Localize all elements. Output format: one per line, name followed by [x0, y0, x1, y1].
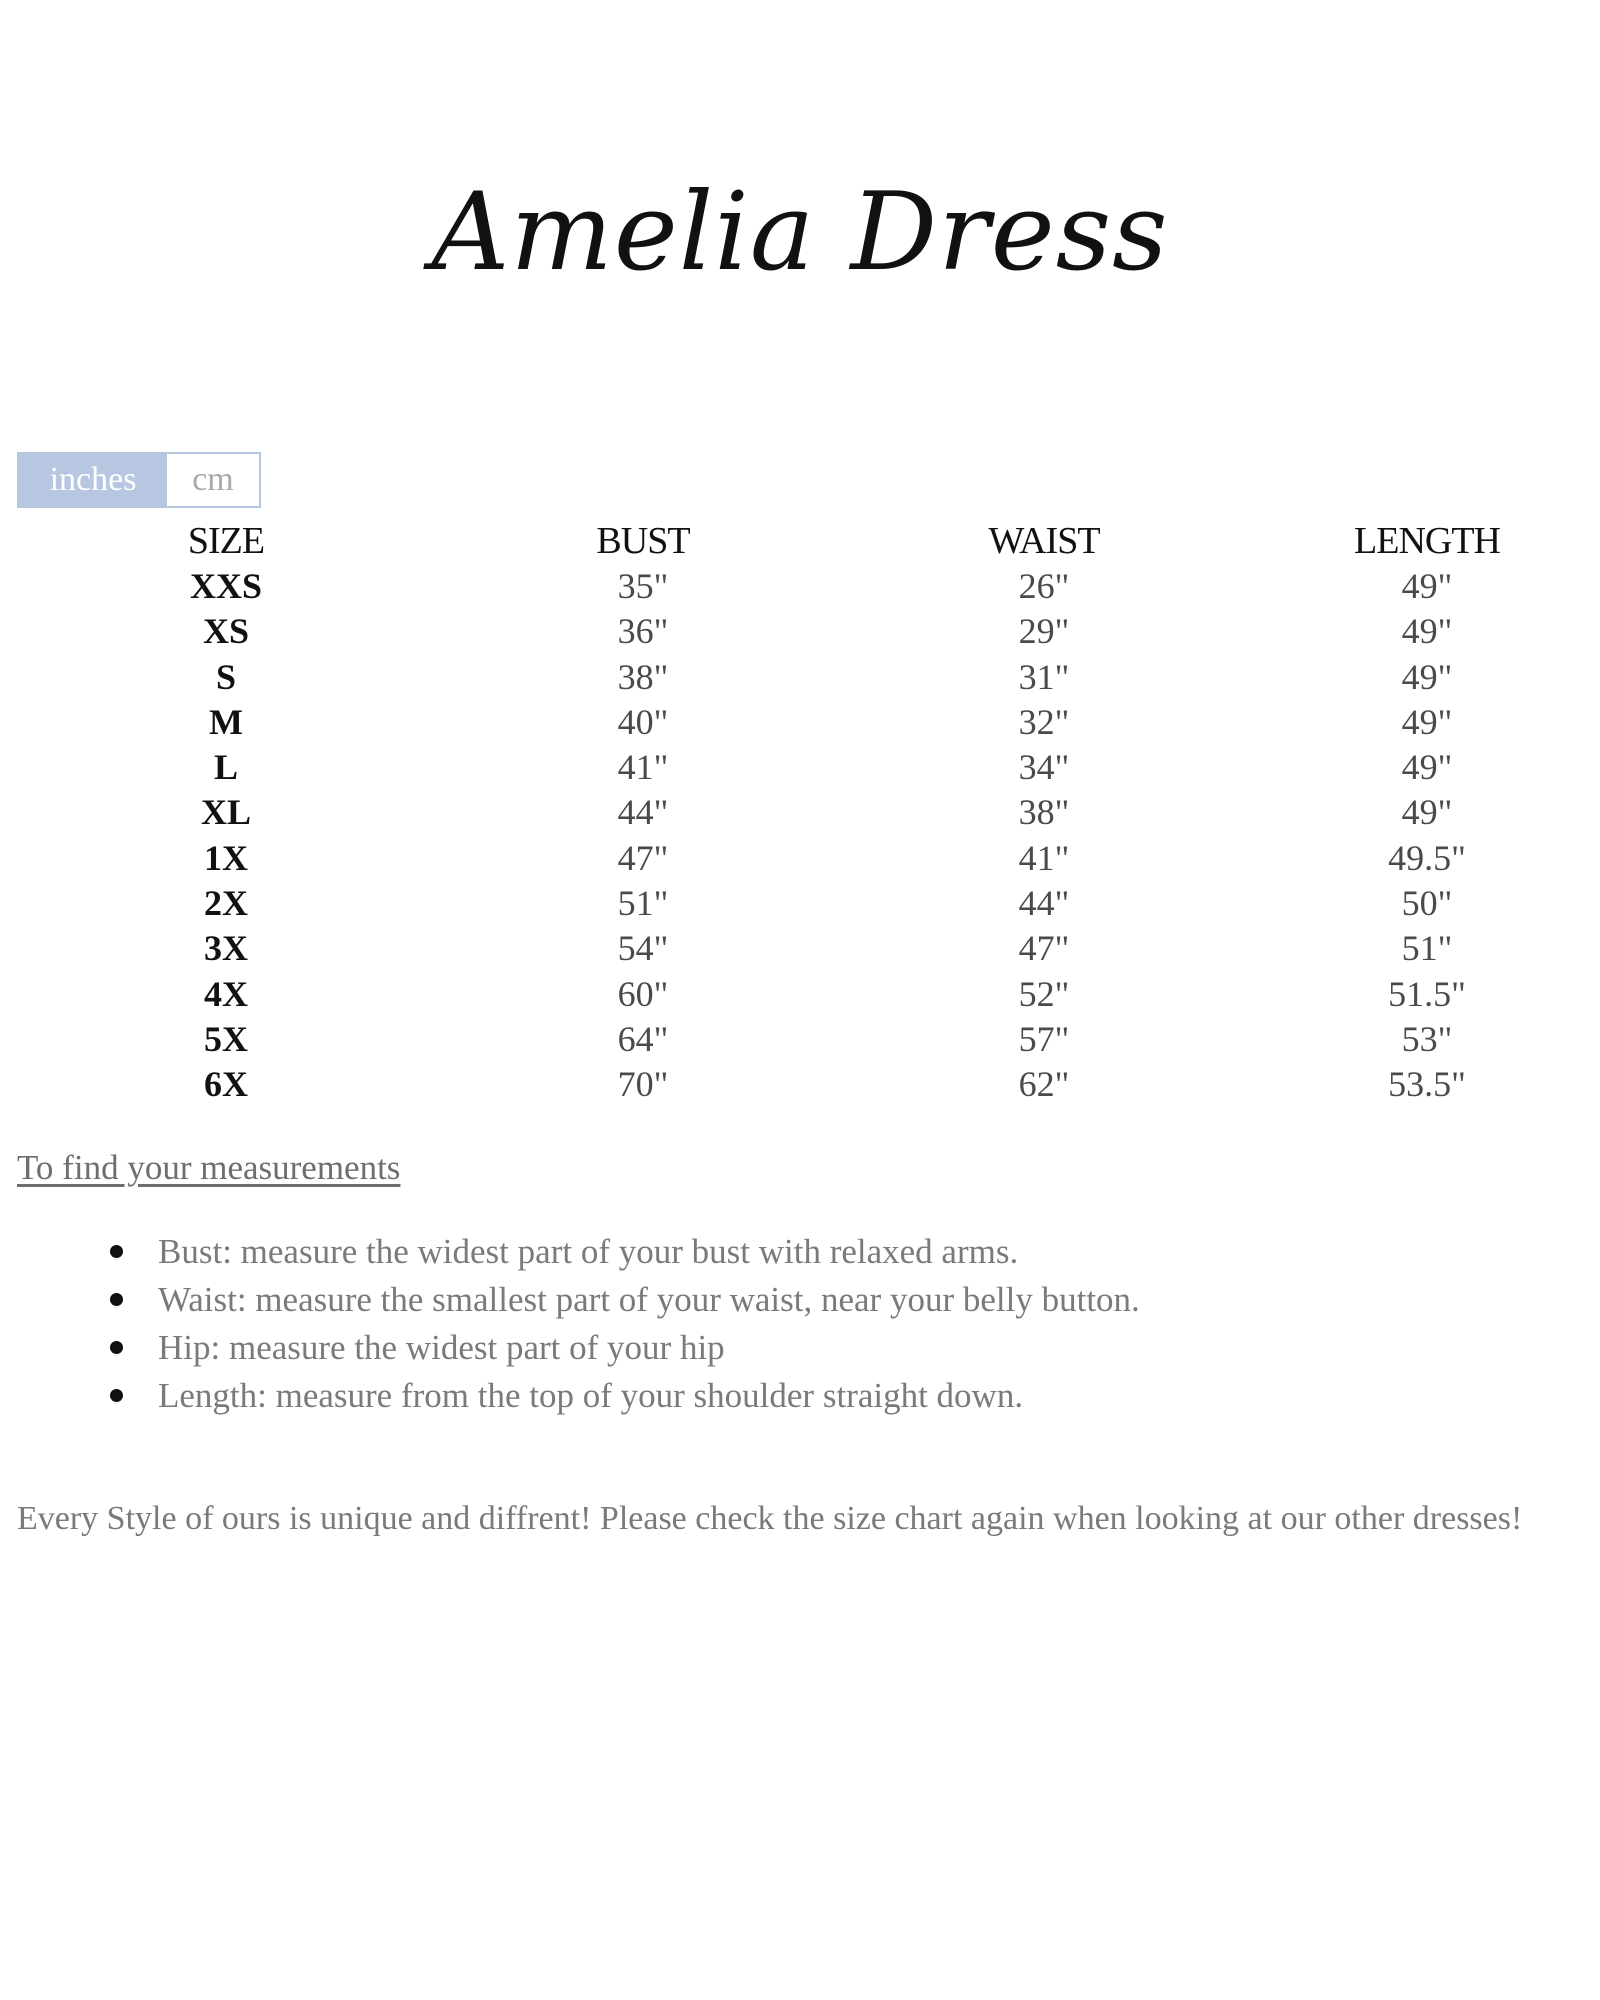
- list-item: [0, 1324, 1140, 1372]
- size-cell: 4X: [204, 973, 248, 1014]
- waist-cell: 57": [1018, 1018, 1070, 1059]
- table-row: [0, 609, 1600, 654]
- waist-cell: 62": [1018, 1064, 1070, 1105]
- size-cell: XS: [202, 611, 250, 652]
- table-row: [0, 971, 1600, 1016]
- table-row: [0, 654, 1600, 699]
- bullet-icon: [110, 1341, 123, 1354]
- header-size: SIZE: [187, 519, 265, 562]
- list-item: [0, 1276, 1140, 1324]
- page-title: Amelia Dress: [431, 170, 1169, 295]
- size-cell: L: [213, 747, 238, 788]
- waist-cell: 26": [1018, 565, 1070, 606]
- size-cell: S: [215, 656, 237, 697]
- unit-toggle: [17, 452, 261, 508]
- tip-text: Bust: measure the widest part of your bust with relaxed arms.: [158, 1232, 1019, 1271]
- measurement-tips-list: [0, 1228, 1140, 1420]
- length-cell: 51.5": [1388, 973, 1466, 1014]
- table-row: [0, 744, 1600, 789]
- table-header-row: [0, 518, 1600, 563]
- waist-cell: 52": [1018, 973, 1070, 1014]
- table-row: [0, 1062, 1600, 1107]
- bullet-icon: [110, 1293, 123, 1306]
- table-row: [0, 790, 1600, 835]
- size-cell: M: [209, 701, 243, 742]
- waist-cell: 31": [1018, 656, 1070, 697]
- table-row: [0, 1016, 1600, 1061]
- bust-cell: 60": [617, 973, 669, 1014]
- tip-text: Waist: measure the smallest part of your waist, near your belly button.: [158, 1280, 1140, 1319]
- unit-cm-button[interactable]: cm: [167, 454, 259, 506]
- size-chart-note: Every Style of ours is unique and diffrent! Please check the size chart again when looking at our other dresses!: [17, 1500, 1523, 1537]
- bust-cell: 64": [617, 1018, 669, 1059]
- table-row: [0, 926, 1600, 971]
- table-row: [0, 563, 1600, 608]
- length-cell: 53": [1401, 1018, 1453, 1059]
- list-item: [0, 1372, 1140, 1420]
- measurements-link[interactable]: To find your measurements: [17, 1148, 401, 1187]
- size-cell: 3X: [204, 928, 248, 969]
- waist-cell: 41": [1018, 837, 1070, 878]
- size-chart-table: [0, 518, 1600, 1107]
- bust-cell: 70": [617, 1064, 669, 1105]
- waist-cell: 38": [1018, 792, 1070, 833]
- length-cell: 49": [1401, 792, 1453, 833]
- length-cell: 49": [1401, 565, 1453, 606]
- table-row: [0, 835, 1600, 880]
- waist-cell: 47": [1018, 928, 1070, 969]
- size-cell: 2X: [204, 883, 248, 924]
- length-cell: 49": [1401, 656, 1453, 697]
- table-row: [0, 699, 1600, 744]
- size-cell: XL: [200, 792, 251, 833]
- size-cell: 5X: [204, 1018, 248, 1059]
- bust-cell: 47": [617, 837, 669, 878]
- tip-text: Hip: measure the widest part of your hip: [158, 1328, 725, 1367]
- bust-cell: 51": [617, 883, 669, 924]
- size-cell: 1X: [204, 837, 248, 878]
- bust-cell: 54": [617, 928, 669, 969]
- header-bust: BUST: [596, 519, 690, 562]
- length-cell: 49": [1401, 701, 1453, 742]
- length-cell: 50": [1401, 883, 1453, 924]
- bust-cell: 36": [617, 611, 669, 652]
- bullet-icon: [110, 1389, 123, 1402]
- waist-cell: 34": [1018, 747, 1070, 788]
- tip-text: Length: measure from the top of your shoulder straight down.: [158, 1376, 1024, 1415]
- waist-cell: 32": [1018, 701, 1070, 742]
- size-cell: XXS: [189, 565, 263, 606]
- waist-cell: 44": [1018, 883, 1070, 924]
- bust-cell: 35": [617, 565, 669, 606]
- waist-cell: 29": [1018, 611, 1070, 652]
- list-item: [0, 1228, 1140, 1276]
- bust-cell: 40": [617, 701, 669, 742]
- length-cell: 49.5": [1388, 837, 1466, 878]
- bust-cell: 41": [617, 747, 669, 788]
- bust-cell: 38": [617, 656, 669, 697]
- header-length: LENGTH: [1354, 519, 1500, 562]
- length-cell: 49": [1401, 611, 1453, 652]
- header-waist: WAIST: [988, 519, 1100, 562]
- table-row: [0, 880, 1600, 925]
- size-cell: 6X: [204, 1064, 248, 1105]
- bust-cell: 44": [617, 792, 669, 833]
- length-cell: 49": [1401, 747, 1453, 788]
- length-cell: 53.5": [1388, 1064, 1466, 1105]
- bullet-icon: [110, 1245, 123, 1258]
- length-cell: 51": [1401, 928, 1453, 969]
- unit-inches-button[interactable]: inches: [19, 454, 167, 506]
